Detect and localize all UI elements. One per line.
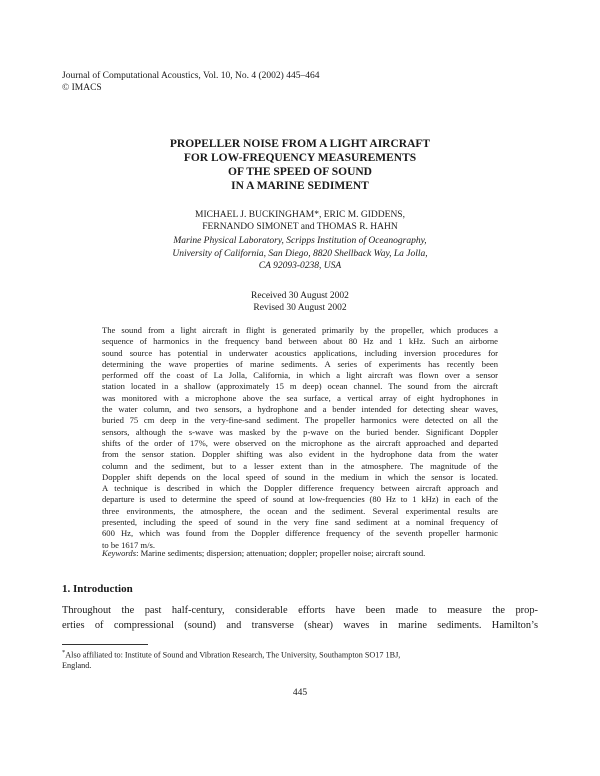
abstract-line: column and the sediment, but to a lesser extent than in the atmosphere. The magnitude of the	[102, 460, 498, 471]
abstract-line: Doppler shift depends on the local speed of sound in the medium in which the sensor is located.	[102, 471, 498, 482]
abstract-line: The sound from a light aircraft in flight is generated primarily by the propeller, which produces a	[102, 325, 498, 335]
author-list	[60, 209, 540, 233]
abstract-line: station located in a shallow (approximately 15 m deep) ocean channel. The sound from the aircraft	[102, 381, 498, 392]
keywords	[102, 548, 498, 559]
footnote-rule	[62, 644, 148, 645]
title-line: FOR LOW-FREQUENCY MEASUREMENTS	[183, 152, 417, 164]
author-line: MICHAEL J. BUCKINGHAM*, ERIC M. GIDDENS,	[195, 210, 405, 220]
keywords-label: Keywords	[102, 548, 137, 558]
abstract-line: sound source has potential in underwater acoustics applications, including inversion procedures for	[102, 347, 498, 358]
body-line: erties of compressional (sound) and transverse (shear) waves in marine sediments. Hamilton’s	[62, 620, 538, 631]
keywords-text: : Marine sediments; dispersion; attenuation; doppler; propeller noise; aircraft sound.	[136, 548, 426, 558]
journal-citation: Journal of Computational Acoustics, Vol. 10, No. 4 (2002) 445–464	[62, 71, 320, 81]
revised-date: Revised 30 August 2002	[253, 303, 347, 313]
abstract-line: determining the wave properties of marine sediments. A series of experiments has recently been	[102, 358, 498, 369]
affiliation-line: Marine Physical Laboratory, Scripps Institution of Oceanography,	[173, 236, 427, 246]
abstract-line: to be 1617 m/s.	[102, 539, 155, 550]
footnote-line	[62, 648, 538, 661]
abstract-line: 600 Hz, which was found from the Doppler difference frequency of the seventh propeller harmonic	[102, 528, 498, 539]
submission-dates	[60, 290, 540, 314]
section-heading: 1. Introduction	[62, 583, 133, 595]
received-date: Received 30 August 2002	[251, 291, 349, 301]
footnote	[62, 648, 538, 672]
abstract-line: the water column, and two sensors, a hydrophone and a bender intended for detecting shear waves,	[102, 404, 498, 415]
title-line: IN A MARINE SEDIMENT	[231, 180, 369, 192]
abstract-line: performed off the coast of La Jolla, California, in which a light aircraft was flown over a sensor	[102, 370, 498, 381]
introduction-text	[62, 603, 538, 633]
footnote-line: England.	[62, 661, 92, 671]
abstract-line: departure is used to determine the speed of sound at low-frequencies (80 Hz to 1 kHz) in each of the	[102, 494, 498, 505]
paper-title	[60, 137, 540, 193]
footnote-mark: *	[62, 649, 66, 656]
journal-header	[62, 70, 319, 94]
title-line: OF THE SPEED OF SOUND	[228, 166, 372, 178]
abstract-line: sequence of harmonics in the frequency band between about 80 Hz and 1 kHz. Such an airborne	[102, 336, 498, 347]
abstract-line: was monitored with a microphone above the sea surface, a vertical array of eight hydrophones in	[102, 392, 498, 403]
abstract-line: shifts of the order of 17%, were observed on the microphone as the aircraft approached and departed	[102, 437, 498, 448]
title-line: PROPELLER NOISE FROM A LIGHT AIRCRAFT	[169, 138, 431, 150]
footnote-text: Also affiliated to: Institute of Sound and Vibration Research, The University, Southampton SO17 1BJ,	[65, 650, 401, 660]
author-line: FERNANDO SIMONET and THOMAS R. HAHN	[202, 222, 398, 232]
abstract	[102, 325, 498, 551]
abstract-line: from the sensor station. Doppler shifting was also evident in the hydrophone data from the water	[102, 449, 498, 460]
abstract-line: sensors, although the s-wave was masked by the p-wave on the buried bender. Significant Doppler	[102, 426, 498, 437]
affiliation	[60, 235, 540, 273]
abstract-line: presented, including the speed of sound in the very fine sand sediment at a nominal frequency of	[102, 517, 498, 528]
publisher-mark: © IMACS	[62, 83, 102, 93]
affiliation-line: University of California, San Diego, 8820 Shellback Way, La Jolla,	[172, 248, 428, 259]
abstract-line: buried 75 cm deep in the very-fine-sand sediment. The propeller harmonics were detected on all the	[102, 415, 498, 426]
abstract-line: A technique is described in which the Doppler difference frequency between aircraft approach and	[102, 483, 498, 494]
page-number: 445	[292, 688, 308, 698]
abstract-line: three environments, the atmosphere, the ocean and the sediment. Several experimental results are	[102, 505, 498, 516]
body-line: Throughout the past half-century, considerable efforts have been made to measure the prop-	[62, 605, 538, 616]
affiliation-line: CA 92093-0238, USA	[258, 261, 342, 271]
